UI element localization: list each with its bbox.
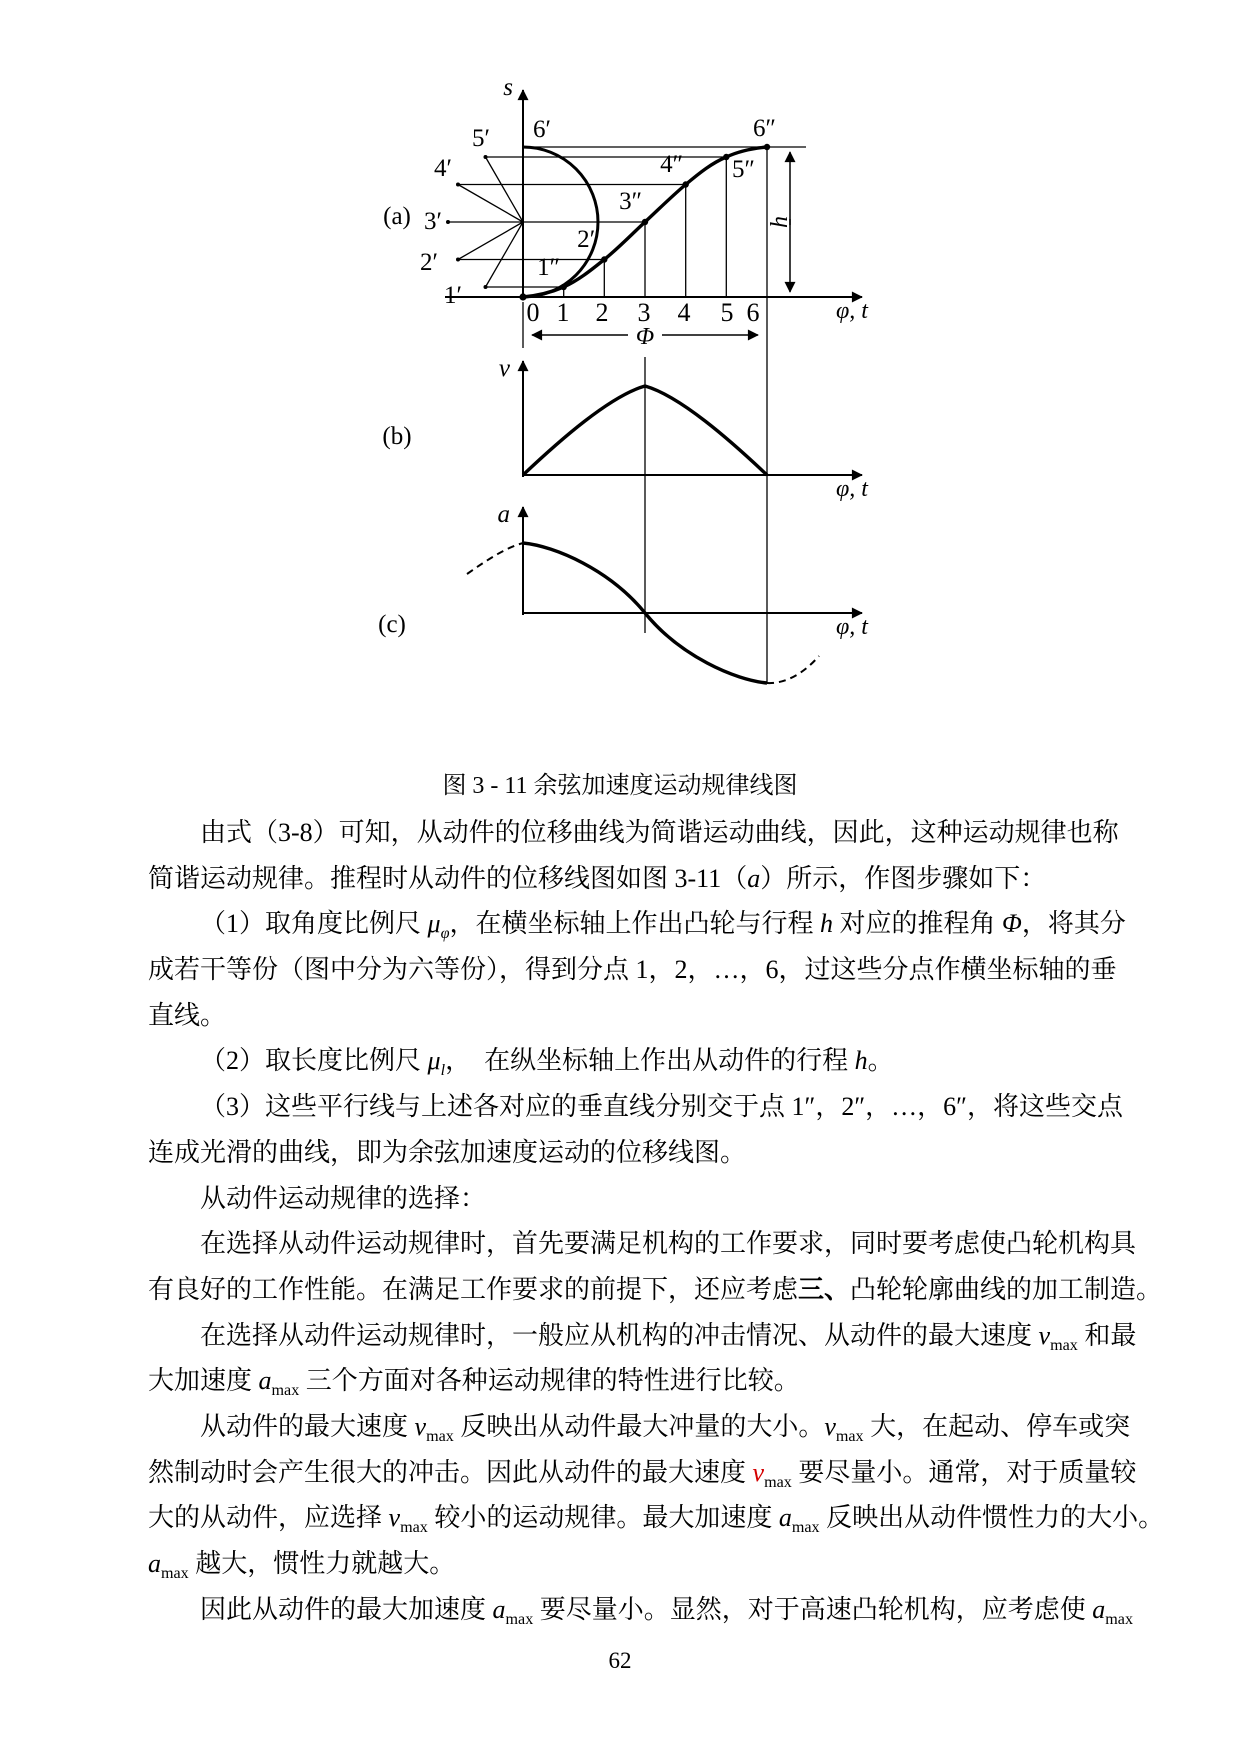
text-line xyxy=(148,993,1148,1039)
text-segment: 较小的运动规律。最大加速度 xyxy=(427,1503,779,1533)
text-line xyxy=(148,1587,1148,1633)
text-segment: 在选择从动件运动规律时，一般应从机构的冲击情况、从动件的最大速度 xyxy=(200,1320,1039,1350)
svg-text:6′: 6′ xyxy=(533,116,551,143)
highlighted-symbol: v xyxy=(752,1457,765,1487)
text-line xyxy=(148,1038,1148,1084)
text-segment: a xyxy=(258,1366,272,1396)
text-segment: 在选择从动件运动规律时，首先要满足机构的工作要求，同时要考虑使凸轮机构具 xyxy=(200,1229,1137,1259)
svg-text:4: 4 xyxy=(677,298,691,327)
text-line xyxy=(148,1450,1148,1496)
text-segment: （3）这些平行线与上述各对应的垂直线分别交于点 1″，2″，…，6″，将这些交点 xyxy=(200,1092,1123,1122)
text-segment: 有良好的工作性能。在满足工作要求的前提下，还应考虑 xyxy=(148,1274,799,1304)
paragraph xyxy=(148,1221,1163,1312)
text-segment: 反映出从动件最大冲量的大小。 xyxy=(453,1411,825,1441)
double-primed-labels xyxy=(537,115,776,281)
text-segment: a xyxy=(148,1549,161,1578)
panel-a-label: (a) xyxy=(383,203,411,230)
text-segment: max xyxy=(835,1428,864,1446)
text-segment: max xyxy=(791,1519,820,1537)
text-segment: 然制动时会产生很大的冲击。因此从动件的最大速度 xyxy=(148,1457,753,1487)
text-segment: 对应的推程角 xyxy=(833,909,1003,939)
text-segment: 越大，惯性力就越大。 xyxy=(188,1549,456,1578)
text-segment: a xyxy=(492,1594,506,1624)
svg-text:2″: 2″ xyxy=(577,226,600,253)
text-segment: ）所示，作图步骤如下： xyxy=(760,863,1047,893)
text-segment: ，将其分 xyxy=(1021,909,1126,939)
text-line xyxy=(148,1358,1148,1404)
paragraph xyxy=(148,1038,1148,1084)
text-segment: 从动件运动规律的选择： xyxy=(200,1183,487,1213)
text-segment: （2）取长度比例尺 xyxy=(200,1046,428,1076)
svg-text:1: 1 xyxy=(556,298,570,327)
svg-text:0: 0 xyxy=(526,298,540,327)
primed-labels xyxy=(420,116,551,309)
text-line xyxy=(148,1130,1148,1176)
text-line xyxy=(148,1495,1165,1541)
text-segment: 三、 xyxy=(798,1274,851,1304)
text-segment: μ xyxy=(427,909,441,939)
paragraph xyxy=(148,810,1148,901)
paragraph xyxy=(148,901,1148,1038)
panel-c-label: (c) xyxy=(378,611,406,638)
text-segment: v xyxy=(414,1411,427,1441)
text-line xyxy=(148,856,1148,902)
text-line xyxy=(148,901,1148,947)
text-segment: max xyxy=(271,1382,300,1400)
text-segment: 凸轮轮廓曲线的加工制造。 xyxy=(850,1274,1163,1304)
text-segment: Φ xyxy=(1002,909,1022,939)
body-paragraphs xyxy=(148,810,1165,1632)
acceleration-dashed-left xyxy=(467,543,523,574)
paragraph xyxy=(148,1404,1165,1587)
h-dim-label: h xyxy=(767,216,793,228)
tick-labels xyxy=(527,298,760,327)
text-segment: v xyxy=(388,1503,401,1533)
text-segment: max xyxy=(764,1473,792,1491)
text-segment: μ xyxy=(427,1046,441,1076)
svg-text:6″: 6″ xyxy=(753,115,776,142)
text-segment: 大，在起动、停车或突 xyxy=(863,1411,1131,1441)
paragraph xyxy=(148,1587,1148,1633)
paragraph xyxy=(148,1313,1148,1404)
svg-text:3: 3 xyxy=(637,298,651,327)
svg-text:4′: 4′ xyxy=(434,155,452,182)
text-segment: a xyxy=(778,1503,792,1533)
text-line xyxy=(148,1221,1148,1267)
text-segment: 大的从动件，应选择 xyxy=(148,1503,389,1533)
panel-c-acceleration xyxy=(378,501,869,683)
text-segment: max xyxy=(1050,1336,1078,1354)
text-segment: 成若干等份（图中分为六等份），得到分点 1，2，…，6，过这些分点作横坐标轴的垂 xyxy=(148,955,1117,985)
s-axis-label: s xyxy=(503,74,513,101)
text-line xyxy=(148,1084,1148,1130)
svg-text:4″: 4″ xyxy=(660,151,683,178)
text-segment: 。 xyxy=(867,1046,894,1076)
text-segment: l xyxy=(440,1062,446,1080)
text-segment: 从动件的最大速度 xyxy=(200,1411,415,1441)
paragraph xyxy=(148,1176,1148,1222)
text-line xyxy=(148,1541,1148,1587)
text-segment: 和最 xyxy=(1077,1320,1137,1350)
panel-b-label: (b) xyxy=(382,423,412,450)
text-segment: 连成光滑的曲线，即为余弦加速度运动的位移线图。 xyxy=(148,1137,747,1167)
text-segment: 因此从动件的最大加速度 xyxy=(200,1594,493,1624)
phi-t-label-c: φ, t xyxy=(836,614,868,640)
svg-text:1′: 1′ xyxy=(444,282,462,309)
text-line xyxy=(148,1313,1148,1359)
text-segment: max xyxy=(1105,1610,1134,1628)
page-number: 62 xyxy=(608,1648,632,1673)
text-segment: 大加速度 xyxy=(148,1366,259,1396)
text-segment: 要尽量小。显然，对于高速凸轮机构，应考虑使 xyxy=(533,1594,1093,1624)
text-segment: 简谐运动规律。推程时从动件的位移线图如图 3-11（ xyxy=(148,863,748,893)
text-segment: max xyxy=(400,1519,428,1537)
text-segment: 要尽量小。通常，对于质量较 xyxy=(791,1457,1137,1487)
text-segment: max xyxy=(505,1610,534,1628)
text-segment: ，在横坐标轴上作出凸轮与行程 xyxy=(449,909,821,939)
text-segment: v xyxy=(824,1411,836,1441)
text-segment: 三个方面对各种运动规律的特性进行比较。 xyxy=(299,1366,800,1396)
acceleration-dashed-right xyxy=(767,656,819,683)
phi-dimension xyxy=(532,324,758,350)
panel-b-velocity xyxy=(382,355,869,502)
svg-text:6: 6 xyxy=(746,298,760,327)
division-lines xyxy=(523,147,767,683)
text-segment: 由式（3-8）可知，从动件的位移曲线为简谐运动曲线，因此，这种运动规律也称 xyxy=(200,818,1119,847)
text-line xyxy=(148,947,1148,993)
h-dimension xyxy=(767,152,793,292)
text-segment: a xyxy=(1092,1594,1106,1624)
text-line xyxy=(148,1267,1163,1313)
text-segment: a xyxy=(747,863,761,893)
svg-text:1″: 1″ xyxy=(537,254,560,281)
paragraph xyxy=(148,1084,1148,1175)
text-line xyxy=(148,810,1148,856)
text-segment: h xyxy=(820,909,834,939)
text-segment: 直线。 xyxy=(148,1000,227,1030)
text-segment: φ xyxy=(440,925,450,943)
text-segment: 反映出从动件惯性力的大小。 xyxy=(819,1503,1165,1533)
svg-text:3′: 3′ xyxy=(424,208,442,235)
text-segment: ， 在纵坐标轴上作出从动件的行程 xyxy=(445,1046,855,1076)
text-segment: v xyxy=(1038,1320,1051,1350)
phi-t-label-a: φ, t xyxy=(836,298,868,324)
svg-text:5″: 5″ xyxy=(732,156,755,183)
a-axis-label: a xyxy=(497,501,510,528)
v-axis-label: v xyxy=(498,355,510,382)
text-segment: max xyxy=(426,1428,454,1446)
svg-text:3″: 3″ xyxy=(619,188,642,215)
text-segment: h xyxy=(854,1046,868,1076)
phi-dim-label: Φ xyxy=(635,324,655,350)
text-segment: max xyxy=(161,1565,189,1583)
svg-text:2: 2 xyxy=(595,298,609,327)
text-line xyxy=(148,1176,1148,1222)
text-segment: （1）取角度比例尺 xyxy=(200,909,428,939)
svg-text:2′: 2′ xyxy=(420,249,438,276)
figure-caption: 图 3 - 11 余弦加速度运动规律线图 xyxy=(442,773,798,799)
phi-t-label-b: φ, t xyxy=(836,476,868,502)
svg-text:5′: 5′ xyxy=(472,125,490,152)
text-line xyxy=(148,1404,1148,1450)
svg-text:5: 5 xyxy=(720,298,734,327)
figure-3-11 xyxy=(355,70,885,700)
